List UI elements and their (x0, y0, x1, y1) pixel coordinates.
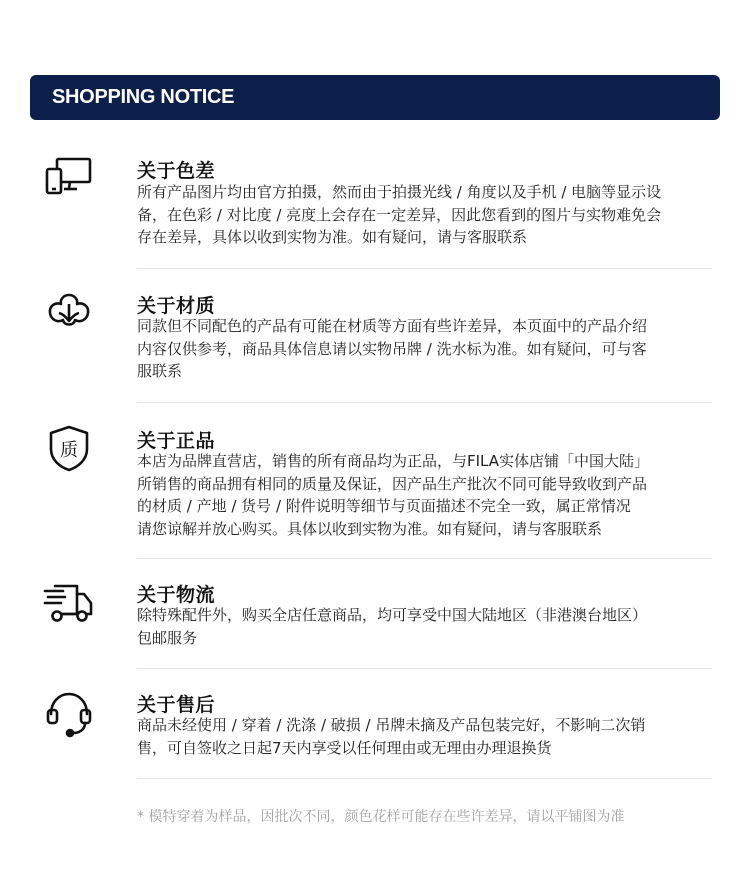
shopping-notice-banner (30, 75, 720, 120)
body-line: 请您谅解并放心购买。具体以收到实物为准。如有疑问，请与客服联系 (137, 519, 603, 538)
section-body (137, 315, 712, 383)
divider (137, 668, 712, 669)
delivery-truck-icon (43, 576, 95, 628)
footnote: * 模特穿着为样品，因批次不同，颜色花样可能存在些许差异，请以平铺图为准 (137, 809, 625, 825)
section-title: 关于色差 (137, 160, 216, 182)
body-line: 同款但不同配色的产品有可能在材质等方面有些许差异，本页面中的产品介绍 (137, 317, 648, 335)
body-line: 所有产品图片均由官方拍摄，然而由于拍摄光线 / 角度以及手机 / 电脑等显示设 (137, 183, 662, 201)
section-title: 关于正品 (137, 430, 216, 452)
body-line: 售，可自签收之日起7天内享受以任何理由或无理由办理退换货 (137, 738, 552, 757)
body-line: 所销售的商品拥有相同的质量及保证，因产品生产批次不同可能导致收到产品 (137, 474, 648, 493)
section-body (137, 181, 712, 249)
body-line: 的材质 / 产地 / 货号 / 附件说明等细节与页面描述不完全一致，属正常情况 (137, 497, 631, 515)
shield-char: 质 (60, 440, 78, 461)
section-title: 关于材质 (137, 295, 216, 317)
divider (137, 778, 712, 779)
body-line: 商品未经使用 / 穿着 / 洗涤 / 破损 / 吊牌未摘及产品包装完好，不影响二次销 (137, 716, 646, 734)
divider (137, 558, 712, 559)
quality-shield-icon (43, 422, 95, 474)
section-title: 关于物流 (137, 584, 216, 606)
body-line: 备，在色彩 / 对比度 / 亮度上会存在一定差异，因此您看到的图片与实物难免会 (137, 205, 662, 224)
divider (137, 402, 712, 403)
body-line: 内容仅供参考，商品具体信息请以实物吊牌 / 洗水标为准。如有疑问，可与客 (137, 339, 647, 358)
body-line: 服联系 (137, 362, 183, 380)
banner-title: SHOPPING NOTICE (52, 86, 235, 108)
devices-icon (43, 152, 95, 204)
section-body (137, 450, 712, 540)
section-title: 关于售后 (137, 694, 216, 716)
cotton-icon (43, 287, 95, 339)
section-body (137, 604, 712, 649)
headset-icon (43, 686, 95, 738)
body-line: 本店为品牌直营店，销售的所有商品均为正品，与FILA实体店铺「中国大陆」 (137, 452, 650, 470)
body-line: 包邮服务 (137, 628, 198, 647)
divider (137, 268, 712, 269)
body-line: 除特殊配件外，购买全店任意商品，均可享受中国大陆地区（非港澳台地区） (137, 606, 648, 624)
body-line: 存在差异，具体以收到实物为准。如有疑问，请与客服联系 (137, 228, 528, 246)
section-body (137, 714, 712, 759)
